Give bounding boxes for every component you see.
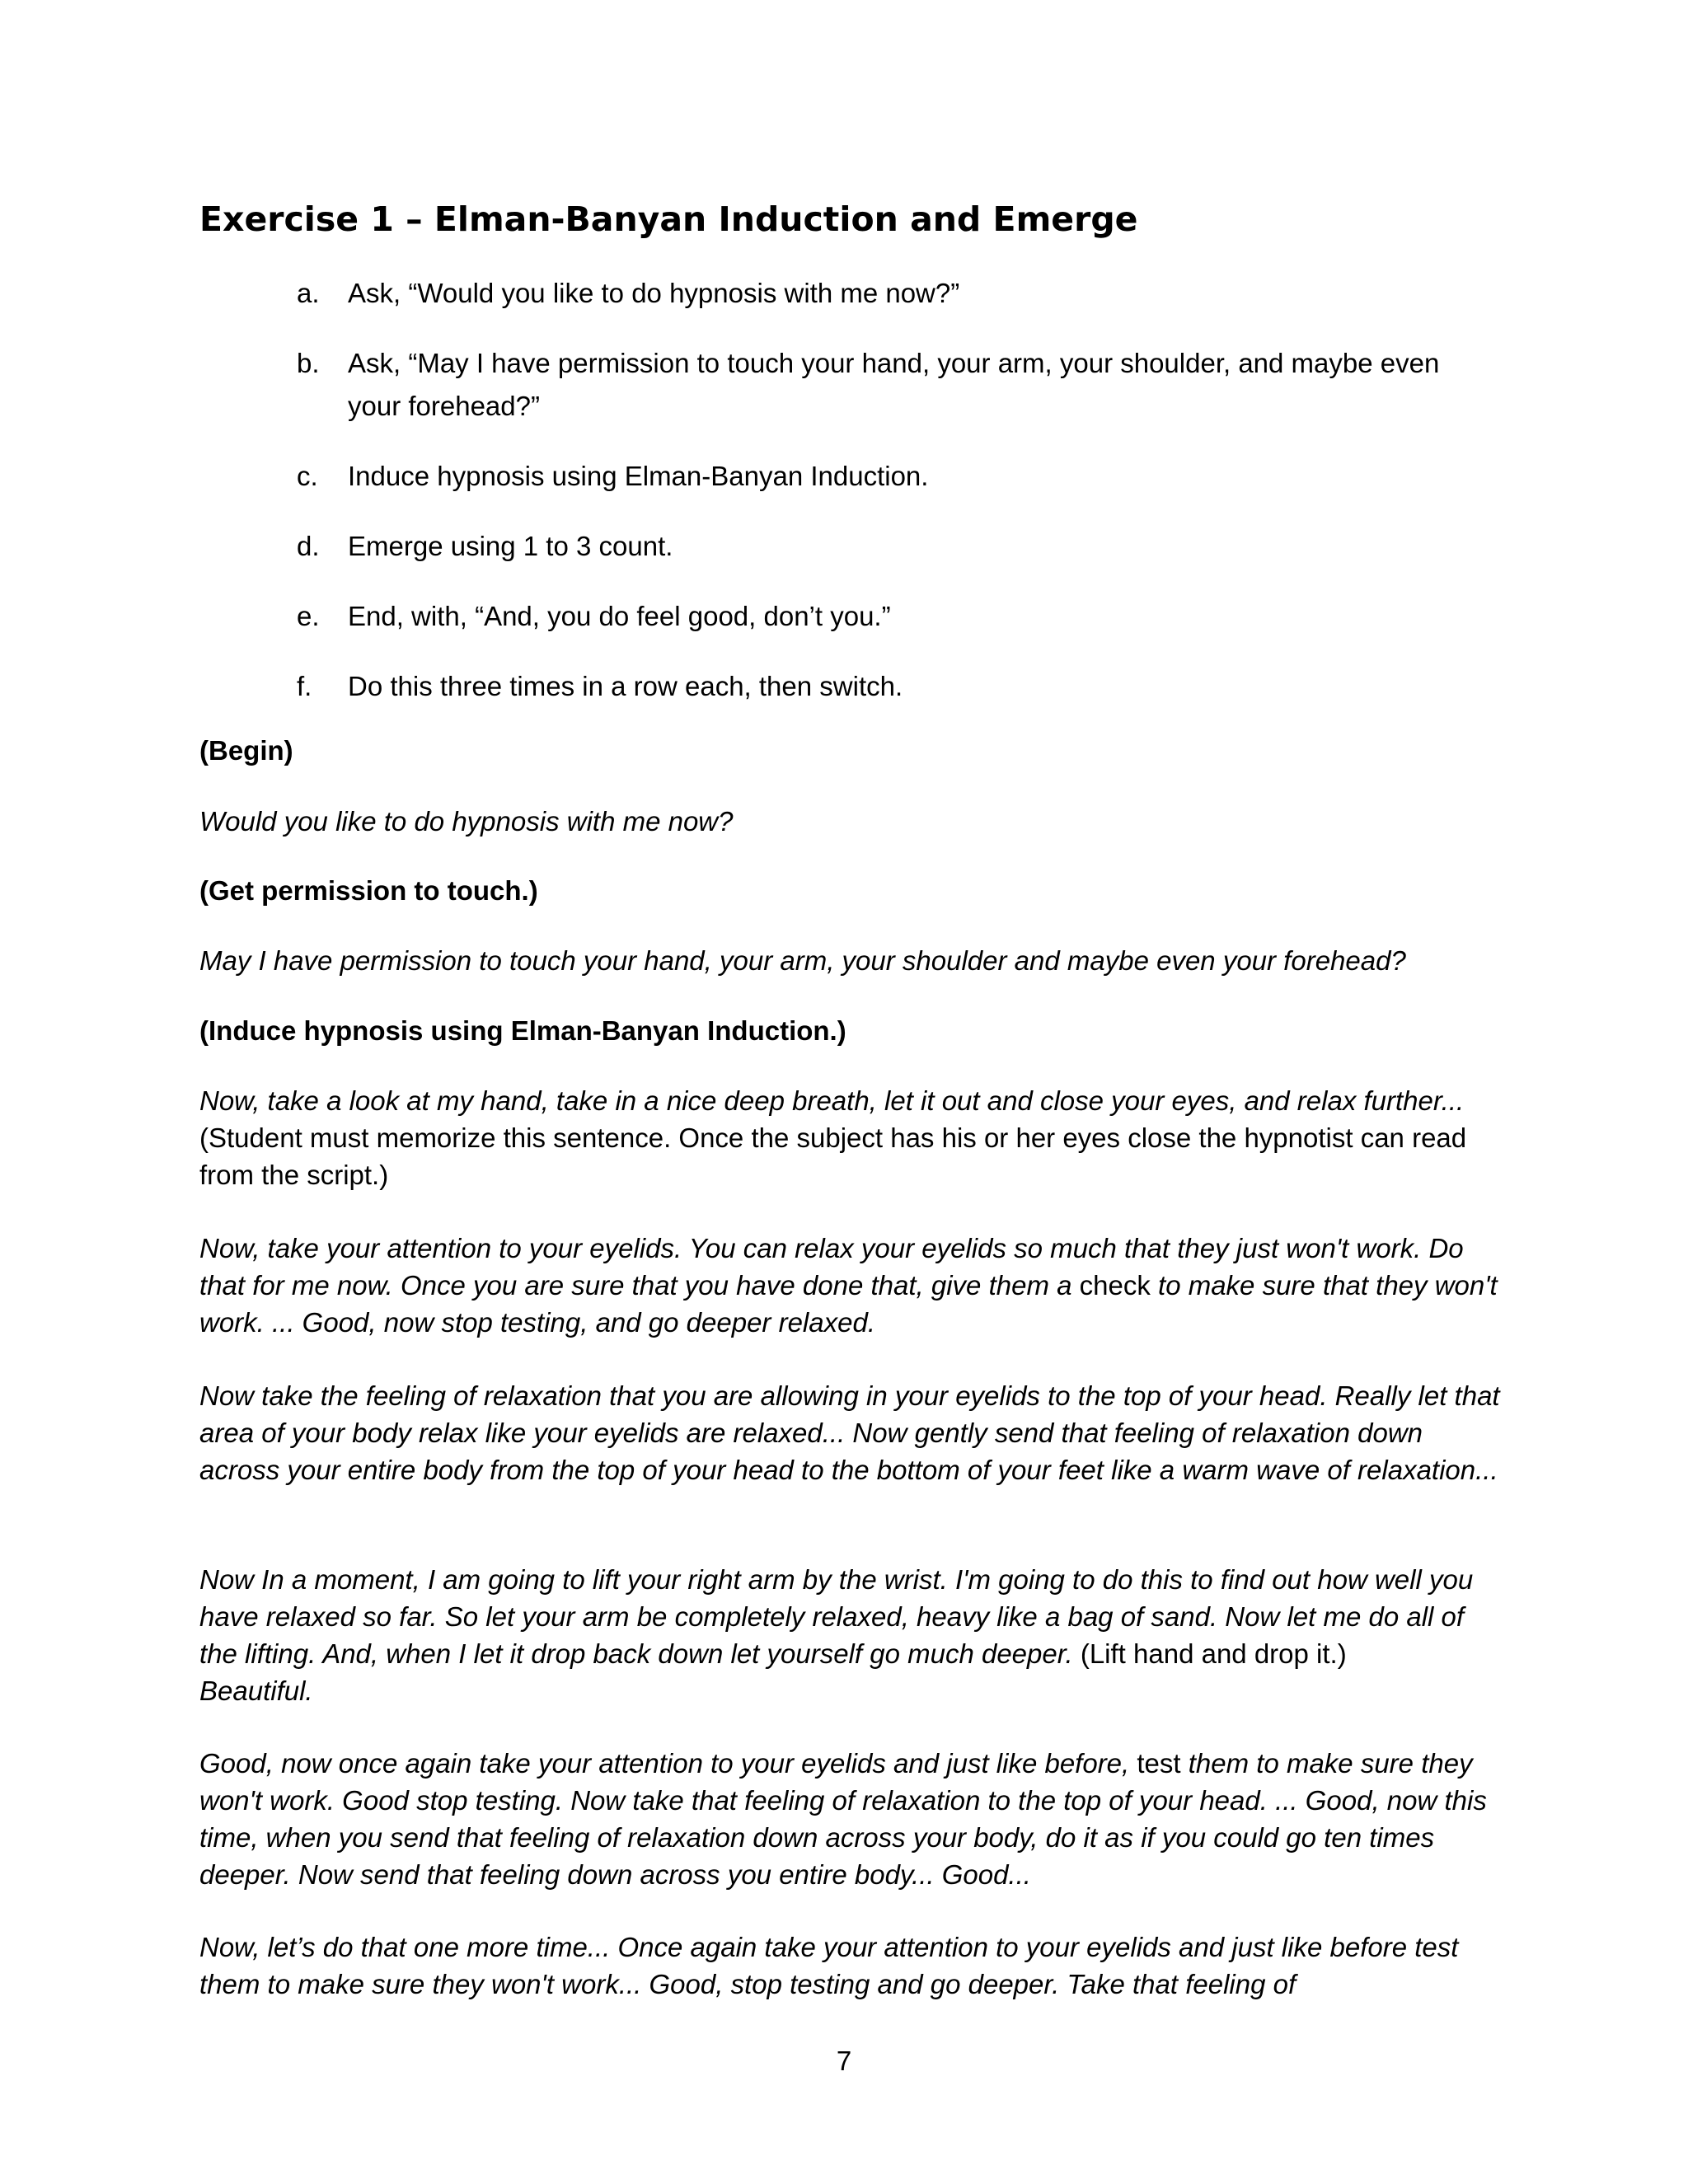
step-item (297, 272, 1492, 315)
script-note: (Lift hand and drop it.) (1072, 1638, 1347, 1669)
step-letter: f. (297, 671, 312, 701)
step-text: Emerge using 1 to 3 count. (348, 531, 673, 561)
begin-line: Would you like to do hypnosis with me now? (199, 806, 734, 837)
script-note: (Student must memorize this sentence. Once the subject has his or her eyes close the hypnotist can read from the script.) (199, 1122, 1467, 1190)
step-item (297, 342, 1492, 428)
script-paragraph-5 (199, 1745, 1502, 1893)
page-number: 7 (836, 2046, 852, 2076)
script-italic: to make sure that they won't work. ... Good, now stop testing, and go deeper relaxed. (199, 1270, 1498, 1338)
step-letter: c. (297, 461, 318, 491)
permission-line: May I have permission to touch your hand, your arm, your shoulder and maybe even your forehead? (199, 945, 1406, 976)
script-note: test (1137, 1748, 1181, 1779)
exercise-title: Exercise 1 – Elman-Banyan Induction and Emerge (199, 199, 1138, 239)
step-text: Induce hypnosis using Elman-Banyan Induction. (348, 461, 929, 491)
script-italic: them to make sure they won't work. Good stop testing. Now take that feeling of relaxation to the top of your head. ... Good, now this time, when you send that feeling of relaxation down across your body, do it as if you could go ten times deeper. Now send that feeling down across you entire body... Good... (199, 1748, 1487, 1890)
script-italic: Now, take a look at my hand, take in a nice deep breath, let it out and close your eyes, and relax further... (199, 1085, 1465, 1116)
permission-label: (Get permission to touch.) (199, 875, 538, 906)
step-text: Do this three times in a row each, then switch. (348, 671, 903, 701)
step-letter: d. (297, 531, 320, 561)
step-text: End, with, “And, you do feel good, don’t you.” (348, 601, 891, 631)
steps-list (297, 272, 1492, 735)
script-paragraph-6: Now, let’s do that one more time... Once again take your attention to your eyelids and just like before test them to make sure they won't work... Good, stop testing and go deeper. Take that feeling of (199, 1932, 1459, 1999)
script-note: check (1079, 1270, 1151, 1301)
script-paragraph-1 (199, 1082, 1502, 1193)
step-item (297, 525, 1492, 568)
step-item (297, 665, 1492, 708)
step-letter: b. (297, 348, 320, 378)
induce-label: (Induce hypnosis using Elman-Banyan Induction.) (199, 1015, 846, 1046)
step-letter: a. (297, 278, 320, 308)
script-paragraph-3: Now take the feeling of relaxation that you are allowing in your eyelids to the top of your head. Really let that area of your body relax like your eyelids are relaxed... Now gently send that feeling of relaxation down across your entire body from the top of your head to the bottom of your feet like a warm wave of relaxation... (199, 1380, 1500, 1485)
step-text: Ask, “May I have permission to touch your hand, your arm, your shoulder, and maybe even your forehead?” (348, 348, 1440, 421)
script-italic: Good, now once again take your attention to your eyelids and just like before, (199, 1748, 1137, 1779)
script-italic: Now, take your attention to your eyelids. You can relax your eyelids so much that they just won't work. Do that for me now. Once you are sure that you have done that, give them a (199, 1233, 1464, 1301)
step-letter: e. (297, 601, 320, 631)
step-text: Ask, “Would you like to do hypnosis with me now?” (348, 278, 960, 308)
script-paragraph-4 (199, 1561, 1502, 1709)
script-italic: Beautiful. (199, 1675, 313, 1706)
begin-label: (Begin) (199, 735, 293, 766)
step-item (297, 595, 1492, 638)
script-paragraph-2 (199, 1230, 1502, 1341)
step-item (297, 455, 1492, 498)
script-italic: Now In a moment, I am going to lift your right arm by the wrist. I'm going to do this to find out how well you have relaxed so far. So let your arm be completely relaxed, heavy like a bag of sand. Now let me do all of the lifting. And, when I let it drop back down let yourself go much deeper. (199, 1564, 1474, 1669)
